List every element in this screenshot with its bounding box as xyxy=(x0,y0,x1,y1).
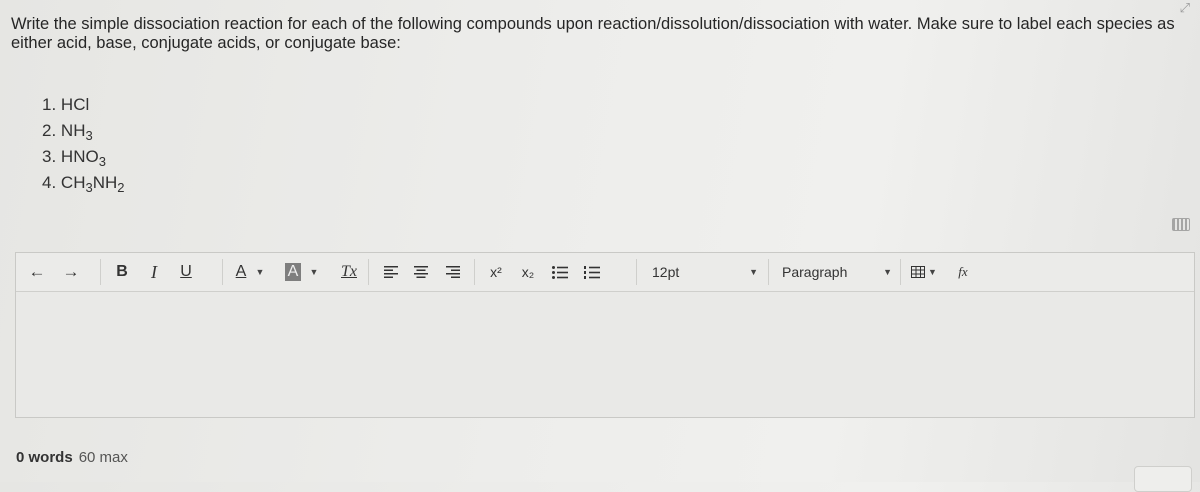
table-button[interactable] xyxy=(906,253,942,291)
font-size-select[interactable] xyxy=(642,253,768,291)
word-count xyxy=(16,449,128,466)
toolbar-divider xyxy=(768,259,769,285)
rich-text-editor xyxy=(15,252,1195,418)
list-item: 2. $NH_3$ xyxy=(42,121,93,143)
paragraph-value: Paragraph xyxy=(782,264,848,280)
clear-format-button[interactable]: Tx xyxy=(341,263,357,280)
font-color-button[interactable]: A xyxy=(235,263,247,280)
underline-button[interactable]: U xyxy=(180,263,192,280)
align-center-icon xyxy=(414,266,428,278)
undo-icon: ← xyxy=(28,262,46,281)
chevron-down-icon: ▼ xyxy=(749,267,758,277)
numbered-list-button[interactable] xyxy=(578,253,606,291)
superscript-button[interactable]: x² xyxy=(490,264,502,280)
editor-toolbar xyxy=(16,253,1194,292)
toolbar-divider xyxy=(222,259,223,285)
chevron-down-icon: ▼ xyxy=(928,267,937,277)
bullet-list-icon xyxy=(552,266,568,279)
subscript-button[interactable]: x₂ xyxy=(521,264,535,280)
highlight-button[interactable] xyxy=(282,253,304,291)
list-item: 3. $HNO_3$ xyxy=(42,147,106,169)
toolbar-divider xyxy=(100,259,101,285)
bullet-list-button[interactable] xyxy=(546,253,574,291)
table-icon xyxy=(911,266,925,278)
compound-list xyxy=(42,92,125,196)
list-item: 4. $CH_3NH_2$ xyxy=(42,173,125,195)
align-right-icon xyxy=(446,266,460,278)
word-limit: 60 max xyxy=(78,449,128,466)
editor-content-area[interactable] xyxy=(16,292,1194,417)
redo-icon: → xyxy=(62,262,80,281)
corner-button[interactable] xyxy=(1134,466,1192,492)
toolbar-divider xyxy=(368,259,369,285)
word-count-value: 0 words xyxy=(16,449,73,466)
align-center-button[interactable] xyxy=(408,253,434,291)
align-right-button[interactable] xyxy=(440,253,466,291)
highlight-dropdown-icon[interactable]: ▼ xyxy=(309,267,319,277)
align-left-button[interactable] xyxy=(378,253,404,291)
toolbar-divider xyxy=(474,259,475,285)
numbered-list-icon xyxy=(584,266,600,279)
bold-button[interactable]: B xyxy=(116,263,128,280)
paragraph-select[interactable] xyxy=(772,253,898,291)
redo-button[interactable] xyxy=(54,253,88,291)
keyboard-icon[interactable] xyxy=(1172,218,1190,231)
font-color-dropdown-icon[interactable]: ▼ xyxy=(255,267,265,277)
align-left-icon xyxy=(384,266,398,278)
toolbar-divider xyxy=(900,259,901,285)
highlight-icon: A xyxy=(285,263,302,281)
resize-arrows-icon[interactable]: ⤢ xyxy=(1179,0,1190,15)
font-size-value: 12pt xyxy=(652,264,680,280)
chevron-down-icon: ▼ xyxy=(883,267,892,277)
toolbar-divider xyxy=(636,259,637,285)
formula-button[interactable]: fx xyxy=(958,264,968,279)
question-text: Write the simple dissociation reaction for each of the following compounds upon reaction/dissolution/dissociation with water. Make sure to label each species as either acid, base, conjugate acids, or conjugate base: xyxy=(11,15,1175,52)
italic-button[interactable]: I xyxy=(151,261,157,282)
list-item: 1. HCl xyxy=(42,95,90,114)
undo-button[interactable] xyxy=(20,253,54,291)
